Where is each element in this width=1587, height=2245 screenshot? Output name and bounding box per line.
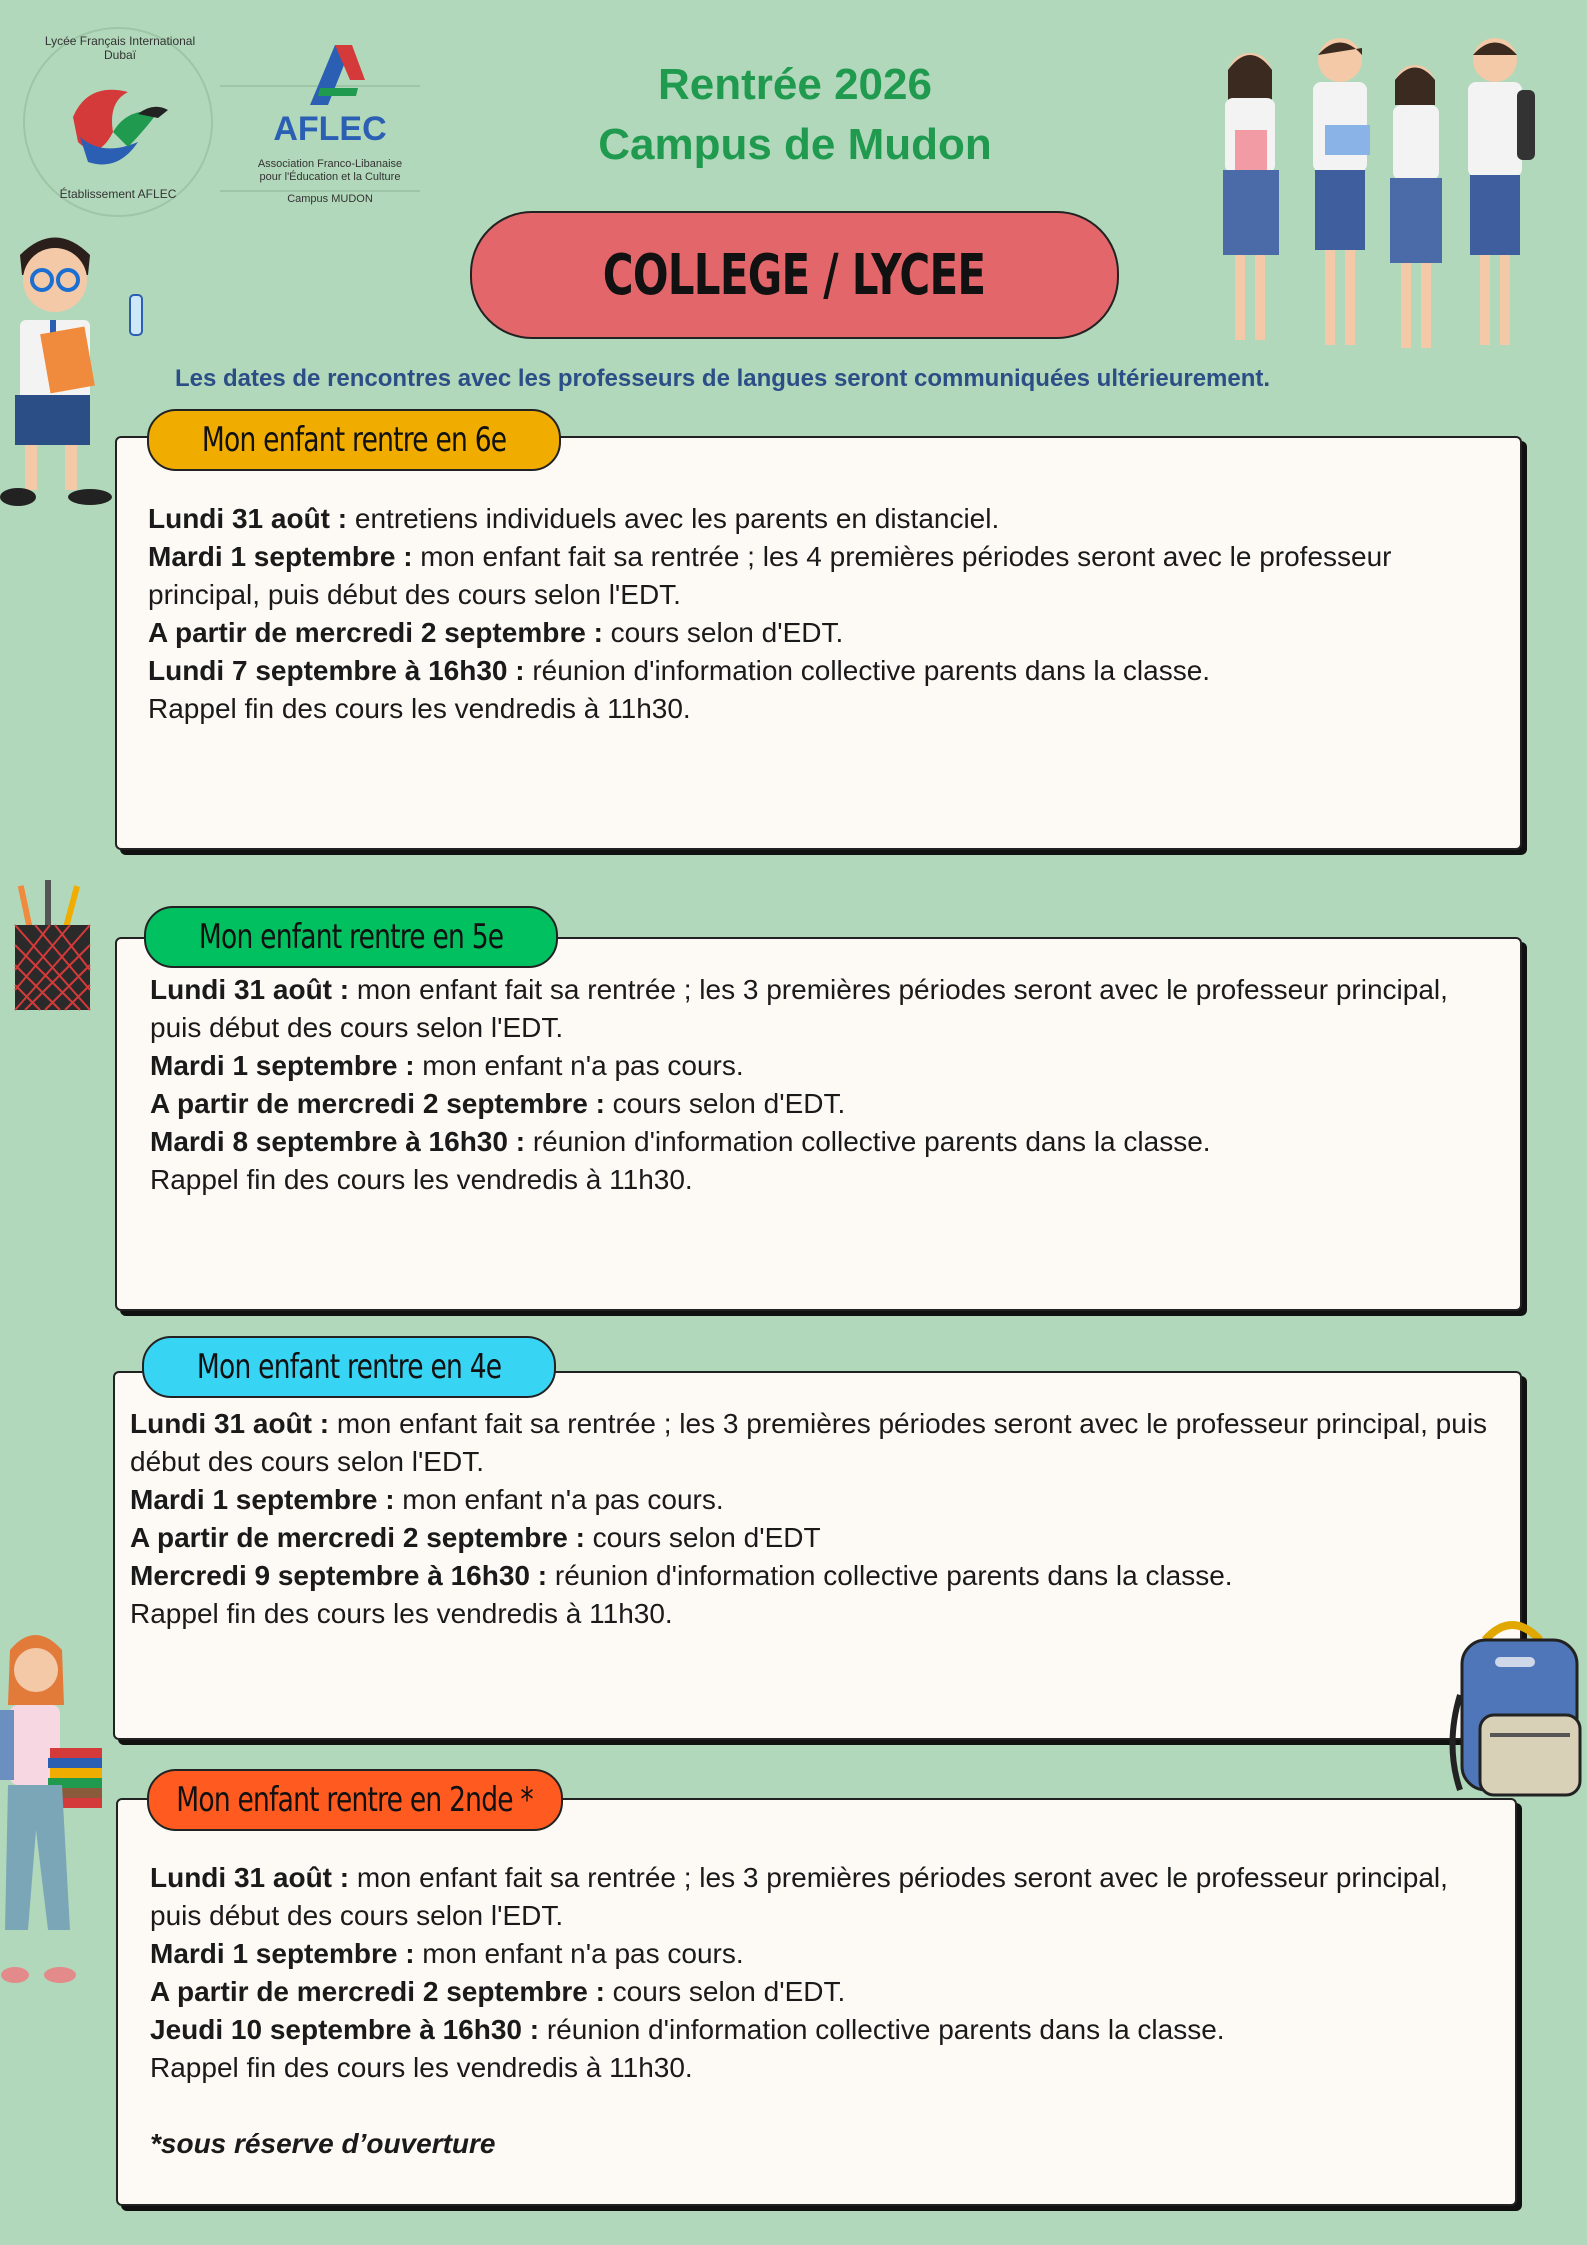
section-4e-line5: Rappel fin des cours les vendredis à 11h30. (130, 1598, 673, 1629)
section-4e-line4 (130, 1557, 1500, 1595)
line-text: mon enfant fait sa rentrée ; les 3 premières périodes seront avec le professeur principal, puis début des cours selon l'EDT. (130, 1408, 1488, 1477)
section-5e-line2 (150, 1047, 1505, 1085)
aflec-sub2: pour l'Éducation et la Culture (259, 171, 401, 183)
line-date: Mardi 1 septembre : (150, 1050, 415, 1081)
line-text: mon enfant fait sa rentrée ; les 3 premières périodes seront avec le professeur principal, puis début des cours selon l'EDT. (150, 974, 1448, 1043)
title-line1: Rentrée 2026 (658, 60, 932, 109)
line-text: réunion d'information collective parents dans la classe. (547, 1560, 1233, 1591)
line-date: A partir de mercredi 2 septembre : (150, 1976, 605, 2007)
title-line2: Campus de Mudon (598, 120, 992, 169)
students-group-icon (1195, 30, 1540, 375)
line-text: mon enfant n'a pas cours. (414, 1050, 744, 1081)
line-date: Mardi 8 septembre à 16h30 : (150, 1126, 526, 1157)
lfid-top-text: Lycée Français International Dubaï (44, 34, 196, 62)
section-5e-line1 (150, 971, 1505, 1047)
section-4e-body (130, 1405, 1500, 1633)
section-5e-label: Mon enfant rentre en 5e (198, 917, 504, 957)
section-2nde-body (150, 1859, 1505, 2163)
section-6e-body (148, 500, 1498, 728)
line-date: Lundi 31 août : (150, 974, 350, 1005)
section-6e-label: Mon enfant rentre en 6e (201, 420, 507, 460)
section-5e-body (150, 971, 1505, 1199)
line-text: cours selon d'EDT. (604, 1088, 846, 1119)
section-4e-label: Mon enfant rentre en 4e (196, 1347, 502, 1387)
line-date: Lundi 31 août : (148, 503, 348, 534)
line-date: Mardi 1 septembre : (130, 1484, 395, 1515)
section-2nde-label: Mon enfant rentre en 2nde * (176, 1780, 534, 1820)
section-5e-line3 (150, 1085, 1505, 1123)
section-4e-line3 (130, 1519, 1500, 1557)
line-text: mon enfant fait sa rentrée ; les 3 premières périodes seront avec le professeur principal, puis début des cours selon l'EDT. (150, 1862, 1448, 1931)
section-6e-pill (147, 409, 561, 471)
backpack-icon (1440, 1615, 1585, 1800)
line-date: A partir de mercredi 2 septembre : (148, 617, 603, 648)
section-2nde-footnote: *sous réserve d’ouverture (150, 2128, 496, 2159)
line-date: Mardi 1 septembre : (148, 541, 413, 572)
line-text: cours selon d'EDT (584, 1522, 821, 1553)
section-2nde-line2 (150, 1935, 1505, 1973)
section-2nde-line5: Rappel fin des cours les vendredis à 11h30. (150, 2052, 693, 2083)
line-date: A partir de mercredi 2 septembre : (150, 1088, 605, 1119)
section-2nde-line3 (150, 1973, 1505, 2011)
line-date: Mardi 1 septembre : (150, 1938, 415, 1969)
section-6e-line2 (148, 538, 1498, 614)
lfid-logo-icon (18, 22, 218, 222)
line-date: A partir de mercredi 2 septembre : (130, 1522, 585, 1553)
line-text: réunion d'information collective parents dans la classe. (539, 2014, 1225, 2045)
languages-note: Les dates de rencontres avec les professeurs de langues seront communiquées ultérieurement. (175, 365, 1271, 392)
girl-with-books-icon (0, 1630, 110, 1990)
line-text: mon enfant n'a pas cours. (394, 1484, 724, 1515)
section-4e-line2 (130, 1481, 1500, 1519)
pencil-cup-icon (5, 875, 105, 1015)
line-text: entretiens individuels avec les parents en distanciel. (347, 503, 1000, 534)
aflec-logo-icon (240, 40, 420, 210)
section-6e-line3 (148, 614, 1498, 652)
section-2nde-line1 (150, 1859, 1505, 1935)
line-date: Lundi 31 août : (150, 1862, 350, 1893)
page-title (560, 55, 1030, 175)
line-date: Lundi 7 septembre à 16h30 : (148, 655, 525, 686)
aflec-campus: Campus MUDON (287, 193, 373, 205)
section-2nde-line4 (150, 2011, 1505, 2049)
line-text: cours selon d'EDT. (602, 617, 844, 648)
section-2nde-pill (147, 1769, 563, 1831)
aflec-sub1: Association Franco-Libanaise (257, 158, 403, 170)
section-6e-line5: Rappel fin des cours les vendredis à 11h30. (148, 693, 691, 724)
main-label-text: COLLEGE / LYCEE (603, 242, 986, 308)
line-date: Lundi 31 août : (130, 1408, 330, 1439)
line-text: réunion d'information collective parents dans la classe. (524, 655, 1211, 686)
section-5e-pill (144, 906, 558, 968)
section-4e-line1 (130, 1405, 1500, 1481)
aflec-name: AFLEC (273, 110, 387, 148)
lfid-bottom-text: Établissement AFLEC (59, 187, 177, 201)
line-text: réunion d'information collective parents dans la classe. (525, 1126, 1211, 1157)
line-text: mon enfant n'a pas cours. (414, 1938, 744, 1969)
section-6e-line4 (148, 652, 1498, 690)
section-5e-line4 (150, 1123, 1505, 1161)
main-label-pill (470, 211, 1119, 339)
section-4e-pill (142, 1336, 556, 1398)
section-5e-line5: Rappel fin des cours les vendredis à 11h30. (150, 1164, 693, 1195)
line-date: Mercredi 9 septembre à 16h30 : (130, 1560, 548, 1591)
line-text: mon enfant fait sa rentrée ; les 4 premières périodes seront avec le professeur principal, puis début des cours selon l'EDT. (148, 541, 1392, 610)
line-text: cours selon d'EDT. (604, 1976, 846, 2007)
line-date: Jeudi 10 septembre à 16h30 : (150, 2014, 540, 2045)
section-6e-line1 (148, 500, 1498, 538)
